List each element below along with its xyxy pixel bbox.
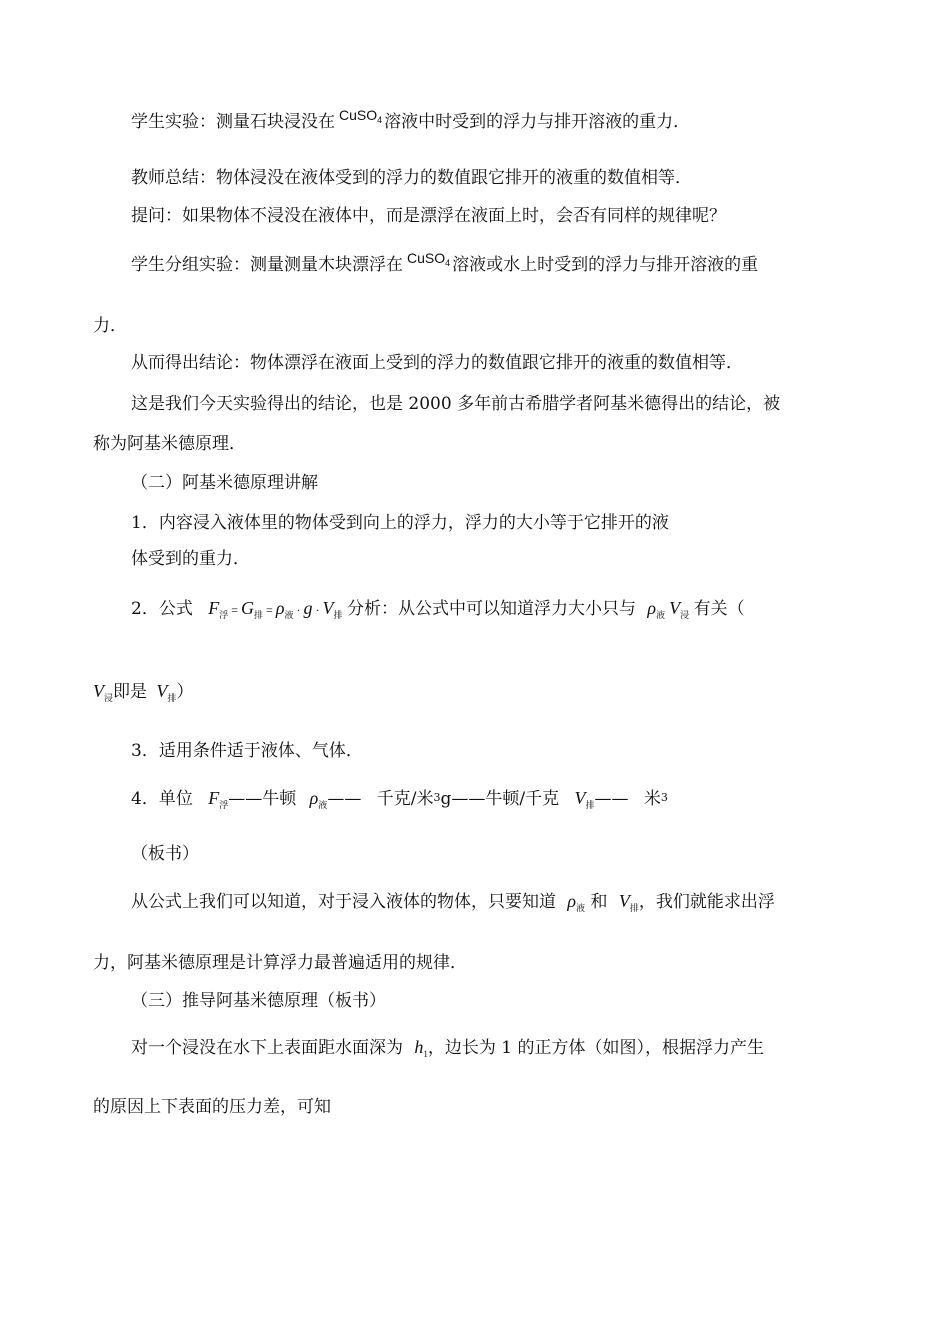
equals-sign: = bbox=[266, 603, 273, 617]
section-heading-3: （三）推导阿基米德原理（板书） bbox=[131, 991, 386, 1011]
subscript-pai: 排 bbox=[629, 903, 639, 913]
rho-ye-symbol bbox=[567, 891, 585, 911]
text-line-6: 从而得出结论：物体漂浮在液面上受到的浮力的数值跟它排开的液重的数值相等． bbox=[131, 353, 743, 373]
unit-kg-per-m3: 千克/米 bbox=[376, 789, 434, 809]
text-segment: 学生实验：测量石块浸没在 bbox=[131, 112, 335, 132]
section-heading-2: （二）阿基米德原理讲解 bbox=[131, 473, 318, 493]
subscript-pai: 排 bbox=[333, 610, 343, 620]
symbol-f: F bbox=[208, 788, 220, 808]
h1-symbol bbox=[414, 1037, 428, 1057]
text-line-14: 3．适用条件适于液体、气体． bbox=[131, 741, 363, 761]
formula-cuso4 bbox=[407, 250, 450, 266]
units-line bbox=[131, 787, 668, 816]
f-fu-symbol bbox=[208, 788, 228, 808]
text-line-5: 力． bbox=[93, 316, 127, 336]
v-pai-symbol bbox=[156, 681, 176, 701]
text-segment: 4．单位 bbox=[131, 789, 193, 809]
symbol-rho: ρ bbox=[309, 788, 319, 808]
unit-m3: 米 bbox=[643, 789, 661, 809]
formula-cuso4 bbox=[339, 107, 382, 123]
subscript-fu: 浮 bbox=[219, 800, 229, 810]
text-segment: ） bbox=[176, 682, 194, 702]
subscript-1: 1 bbox=[423, 1049, 428, 1059]
formula-text: CuSO bbox=[339, 107, 378, 123]
formula-subscript: 4 bbox=[445, 258, 451, 268]
symbol-v: V bbox=[322, 598, 334, 618]
subscript-ye: 液 bbox=[656, 610, 666, 620]
text-line-2: 教师总结：物体浸没在液体受到的浮力的数值跟它排开的液重的数值相等． bbox=[131, 168, 692, 188]
subscript-ye: 液 bbox=[318, 800, 328, 810]
text-line-3: 提问：如果物体不浸没在液体中，而是漂浮在液面上时，会否有同样的规律呢？ bbox=[131, 206, 726, 226]
dot-sign: · bbox=[296, 603, 301, 617]
text-line-10: 1．内容浸入液体里的物体受到向上的浮力，浮力的大小等于它排开的液 bbox=[131, 513, 669, 533]
text-segment: ，我们就能求出浮 bbox=[638, 892, 775, 912]
rho-ye-symbol bbox=[310, 788, 328, 808]
formula-line bbox=[131, 597, 745, 626]
text-segment: 从公式上我们可以知道，对于浸入液体的物体，只要知道 bbox=[131, 892, 556, 912]
v-jin-symbol bbox=[93, 681, 113, 701]
equals-sign: = bbox=[231, 603, 239, 617]
text-segment: —— bbox=[594, 789, 629, 809]
text-line-20 bbox=[131, 1036, 764, 1065]
text-line-4 bbox=[131, 250, 759, 281]
symbol-v: V bbox=[574, 788, 586, 808]
subscript-fu: 浮 bbox=[219, 610, 229, 620]
text-segment: ——牛顿 bbox=[228, 789, 297, 809]
text-line-7: 这是我们今天实验得出的结论，也是 2000 多年前古希腊学者阿基米德得出的结论，被 bbox=[131, 394, 781, 414]
text-line-16: （板书） bbox=[131, 844, 199, 864]
subscript-pai: 排 bbox=[167, 693, 177, 703]
text-segment: 和 bbox=[590, 892, 608, 912]
symbol-g: G bbox=[241, 598, 255, 618]
symbol-lower-g: g bbox=[303, 598, 313, 618]
subscript-pai: 排 bbox=[254, 610, 264, 620]
text-line-13 bbox=[93, 680, 193, 709]
text-segment: 溶液中时受到的浮力与排开溶液的重力． bbox=[384, 112, 691, 132]
text-segment: 有关（ bbox=[693, 599, 745, 619]
text-segment: 即是 bbox=[113, 682, 148, 702]
subscript-jin: 浸 bbox=[104, 693, 114, 703]
text-segment: —— bbox=[327, 789, 362, 809]
subscript-ye: 液 bbox=[576, 903, 586, 913]
text-segment: 学生分组实验：测量测量木块漂浮在 bbox=[131, 255, 403, 275]
symbol-rho: ρ bbox=[647, 598, 657, 618]
text-line-17 bbox=[131, 890, 775, 919]
text-segment: 溶液或水上时受到的浮力与排开溶液的重 bbox=[452, 255, 759, 275]
symbol-v: V bbox=[156, 681, 168, 701]
v-pai-symbol bbox=[619, 891, 639, 911]
text-line-21: 的原因上下表面的压力差，可知 bbox=[93, 1097, 331, 1117]
subscript-ye: 液 bbox=[284, 610, 294, 620]
text-segment: 分析：从公式中可以知道浮力大小只与 bbox=[347, 599, 636, 619]
rho-v-symbols bbox=[647, 598, 693, 618]
symbol-v: V bbox=[93, 681, 104, 701]
superscript-3: 3 bbox=[433, 791, 441, 804]
superscript-3: 3 bbox=[660, 791, 668, 804]
symbol-rho: ρ bbox=[275, 598, 285, 618]
symbol-v: V bbox=[669, 598, 681, 618]
dot-sign: · bbox=[315, 603, 320, 617]
formula-text: CuSO bbox=[407, 250, 446, 266]
text-segment: 对一个浸没在水下上表面距水面深为 bbox=[131, 1038, 403, 1058]
subscript-jin: 浸 bbox=[680, 610, 690, 620]
text-line-1 bbox=[131, 107, 691, 138]
symbol-f: F bbox=[208, 598, 220, 618]
v-pai-symbol bbox=[574, 788, 594, 808]
symbol-rho: ρ bbox=[567, 891, 577, 911]
text-segment: 2．公式 bbox=[131, 599, 193, 619]
text-line-11: 体受到的重力． bbox=[131, 549, 250, 569]
unit-g: g——牛顿/千克 bbox=[440, 789, 560, 809]
subscript-pai: 排 bbox=[585, 800, 595, 810]
text-segment: ，边长为 1 的正方体（如图），根据浮力产生 bbox=[427, 1038, 765, 1058]
text-line-18: 力，阿基米德原理是计算浮力最普遍适用的规律． bbox=[93, 953, 467, 973]
text-line-8: 称为阿基米德原理． bbox=[93, 434, 246, 454]
buoyancy-formula bbox=[208, 598, 347, 618]
symbol-h: h bbox=[414, 1037, 424, 1057]
formula-subscript: 4 bbox=[377, 115, 383, 125]
symbol-v: V bbox=[618, 891, 630, 911]
